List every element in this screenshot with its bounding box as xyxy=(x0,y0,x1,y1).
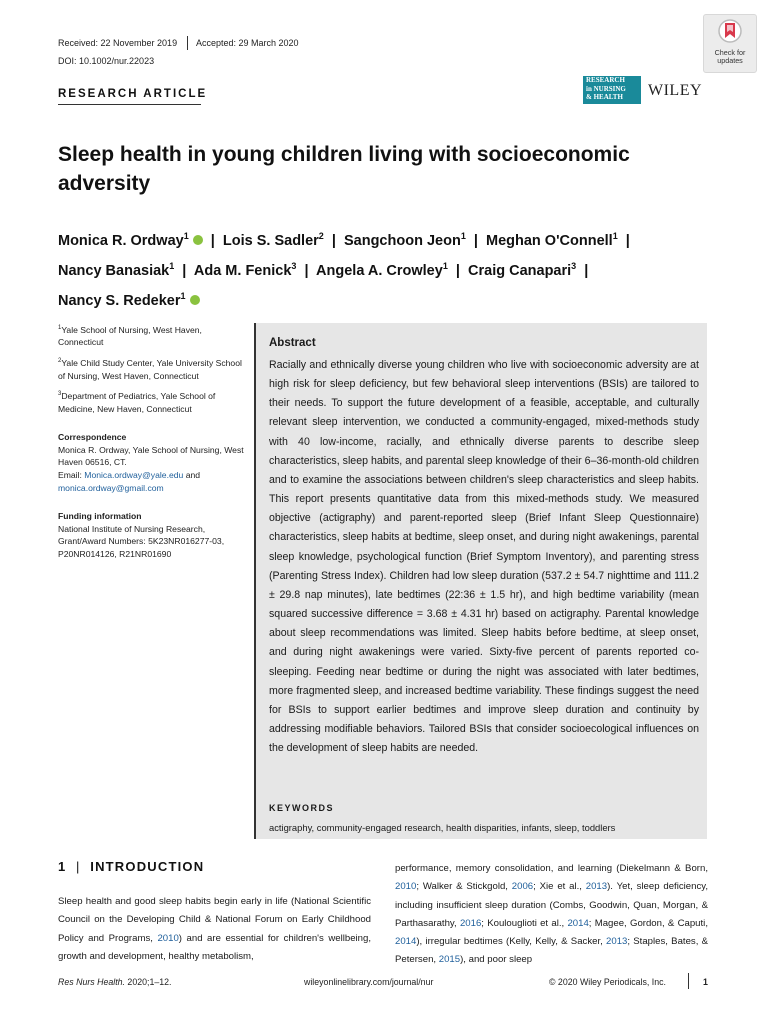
email-label: Email: xyxy=(58,469,82,480)
article-title: Sleep health in young children living with socioeconomic adversity xyxy=(58,143,630,195)
affiliation-sup: 2 xyxy=(58,358,62,365)
footer-copyright: © 2020 Wiley Periodicals, Inc. xyxy=(549,977,666,987)
email-and: and xyxy=(185,469,201,480)
text-run: ). Yet, sleep deficiency, including insufficient sleep duration (Combs, Goodwin, Quan, Morgan, & Parthasarathy, xyxy=(395,881,708,929)
footer-url[interactable]: wileyonlinelibrary.com/journal/nur xyxy=(304,977,434,987)
journal-logo-line2: in NURSING xyxy=(586,84,626,93)
text-run: ; Magee, Gordon, & Caputi, xyxy=(588,917,708,929)
text-run: ), and poor sleep xyxy=(460,954,533,966)
author-affiliation-sup: 3 xyxy=(291,260,297,271)
author-name[interactable]: Lois S. Sadler xyxy=(222,232,319,249)
email-link-2[interactable]: monica.ordway@gmail.com xyxy=(58,482,164,493)
affiliation-sup: 1 xyxy=(58,325,62,331)
crossmark-icon xyxy=(717,18,743,44)
correspondence-text: Monica R. Ordway, Yale School of Nursing, West Haven 06516, CT. xyxy=(58,444,244,468)
orcid-icon[interactable] xyxy=(193,235,203,245)
abstract-rule xyxy=(254,323,256,839)
citation-link[interactable]: 2016 xyxy=(459,917,482,929)
article-type-rule xyxy=(58,104,201,105)
header-divider xyxy=(187,36,188,50)
keywords-heading: KEYWORDS xyxy=(269,803,335,813)
affiliation-text: Yale Child Study Center, Yale University School of Nursing, West Haven, Connecticut xyxy=(58,357,242,381)
check-updates-line2: updates xyxy=(717,56,743,65)
citation-link[interactable]: 2015 xyxy=(438,954,461,966)
author-name[interactable]: Nancy Banasiak xyxy=(58,262,170,279)
section-divider: | xyxy=(71,859,86,874)
correspondence-heading: Correspondence xyxy=(58,432,127,443)
doi: DOI: 10.1002/nur.22023 xyxy=(58,56,155,66)
author-affiliation-sup: 1 xyxy=(169,260,175,271)
affiliation-3 xyxy=(58,388,244,415)
citation-link[interactable]: 2006 xyxy=(511,881,534,893)
author-affiliation-sup: 1 xyxy=(442,260,448,271)
author-name[interactable]: Monica R. Ordway xyxy=(58,232,184,249)
author-line-1: Monica R. Ordway$^1$ | Lois S. Sadler$^2$ | Sangchoon Jeon$^1$ | Meghan O'Connell$^1$ | xyxy=(58,231,630,249)
check-for-updates-badge[interactable] xyxy=(703,14,757,73)
accepted-date: Accepted: 29 March 2020 xyxy=(196,38,299,48)
text-run: ; Xie et al., xyxy=(533,881,586,893)
intro-left-column xyxy=(58,893,371,966)
text-run: ), irregular bedtimes (Kelly, Kelly, & Sacker, xyxy=(416,936,607,948)
received-date: Received: 22 November 2019 xyxy=(58,38,178,48)
author-name[interactable]: Nancy S. Redeker xyxy=(58,292,181,309)
citation-link[interactable]: 2010 xyxy=(157,932,179,944)
keywords-list: actigraphy, community-engaged research, health disparities, infants, sleep, toddlers xyxy=(269,822,616,833)
sidebar xyxy=(58,322,244,560)
check-updates-line1: Check for xyxy=(714,48,746,57)
citation-link[interactable]: 2013 xyxy=(606,936,628,948)
section-number: 1 xyxy=(58,859,67,874)
page-number: 1 xyxy=(703,977,708,987)
text-run: ; Staples, Bates, & Petersen, xyxy=(395,936,708,966)
affiliation-sup: 3 xyxy=(58,391,62,398)
journal-logo xyxy=(583,76,641,104)
citation-link[interactable]: 2014 xyxy=(395,936,417,948)
footer-divider xyxy=(688,973,689,989)
affiliation-text: Department of Pediatrics, Yale School of Medicine, New Haven, Connecticut xyxy=(58,390,216,414)
article-type: RESEARCH ARTICLE xyxy=(58,88,208,100)
section-heading-introduction xyxy=(58,859,204,874)
author-affiliation-sup: 1 xyxy=(183,231,189,241)
journal-logo-line3: & HEALTH xyxy=(586,93,623,102)
abstract-text: Racially and ethnically diverse young children who live with socioeconomic adversity are at high risk for sleep deficiency, but few behavioral sleep interventions (BSIs) are tailored to their needs. To support the future development of a feasible, acceptable, and culturally relevant sleep intervention, we conducted a community-engaged, mixed-methods study with 40 low-income, racially, and ethnically diverse parents to describe sleep characteristics, sleep habits, and parental sleep knowledge of their 6–36-month-old children and to examine the associations between children's sleep characteristics and sleep habits. This report presents quantitative data from this mixed-methods study. We measured objective (actigraphy) and parent-reported sleep (Brief Infant Sleep Questionnaire) characteristics, sleep habits at bedtime, sleep onset, and during night awakenings, parental sleep knowledge, psychological function (Brief Symptom Inventory), and parenting stress (Parenting Stress Index). Children had low sleep duration (537.2 ± 54.7 nighttime and 111.2 ± 29.8 nap minutes), late bedtimes (22:36 ± 1.5 hr), and high bedtime variability (mean squared successive difference = 3.68 ± 4.31 hr) based on actigraphy. Parental knowledge about sleep recommendations was limited. Sleep habits before bedtime, at sleep onset, and during night awakenings were varied. Sixty-five percent of parents reported co-sleeping. Feeding near bedtime or during the night was associated with later bedtimes, more fragmented sleep, and increased bedtime variability. These findings suggest the need for BSIs to support earlier bedtimes and improve sleep duration and continuity by addressing modifiable behaviors. Tailored BSIs that consider socioecological influences on the development of sleep habits are needed. xyxy=(269,359,699,755)
author-line-3 xyxy=(58,284,718,314)
text-run: ; Walker & Stickgold, xyxy=(416,881,512,893)
citation-link[interactable]: 2010 xyxy=(395,881,417,893)
footer-journal: Res Nurs Health. xyxy=(58,977,125,987)
abstract-heading: Abstract xyxy=(269,337,316,349)
orcid-icon[interactable] xyxy=(190,295,200,305)
author-name[interactable]: Meghan O'Connell xyxy=(486,232,613,249)
section-title: INTRODUCTION xyxy=(90,859,205,874)
author-affiliation-sup: 3 xyxy=(571,260,577,271)
author-affiliation-sup: 2 xyxy=(318,231,324,241)
intro-right-column xyxy=(395,860,708,970)
author-name[interactable]: Craig Canapari xyxy=(468,262,572,279)
email-link-1[interactable]: Monica.ordway@yale.edu xyxy=(84,469,184,480)
text-run: ) and are essential for children's wellbeing, growth and development, healthy metabolism, xyxy=(58,932,372,962)
affiliation-1 xyxy=(58,322,244,349)
footer-year-pages: 2020;1–12. xyxy=(124,977,172,987)
citation-link[interactable]: 2013 xyxy=(585,881,608,893)
affiliation-text: Yale School of Nursing, West Haven, Connecticut xyxy=(58,324,202,348)
text-run: ; Koulouglioti et al., xyxy=(481,917,568,929)
author-affiliation-sup: 1 xyxy=(612,231,618,241)
funding-heading: Funding information xyxy=(58,511,142,522)
affiliation-2 xyxy=(58,355,244,382)
author-name[interactable]: Ada M. Fenick xyxy=(193,262,292,279)
author-affiliation-sup: 1 xyxy=(180,290,186,301)
author-affiliation-sup: 1 xyxy=(460,231,466,241)
funding-text: National Institute of Nursing Research, Grant/Award Numbers: 5K23NR016277-03, P20NR014126, R21NR01690 xyxy=(58,523,225,559)
author-line-2: Nancy Banasiak$^1$ | Ada M. Fenick$^3$ | Angela A. Crowley$^1$ | Craig Canapari$^3$ | xyxy=(58,260,589,279)
journal-logo-line1: RESEARCH xyxy=(586,76,625,84)
author-name[interactable]: Sangchoon Jeon xyxy=(343,232,461,249)
correspondence-email-2 xyxy=(58,482,244,495)
correspondence-email xyxy=(58,469,244,482)
author-list xyxy=(58,224,718,313)
publisher-logo: WILEY xyxy=(648,82,703,99)
footer-citation xyxy=(58,977,171,987)
citation-link[interactable]: 2014 xyxy=(567,917,589,929)
author-name[interactable]: Angela A. Crowley xyxy=(316,262,443,279)
text-run: Sleep health and good sleep habits begin early in life (National Scientific Council on the Developing Child & National Forum on Early Childhood Policy and Programs, xyxy=(58,896,371,944)
text-run: performance, memory consolidation, and learning (Diekelmann & Born, xyxy=(395,863,708,874)
